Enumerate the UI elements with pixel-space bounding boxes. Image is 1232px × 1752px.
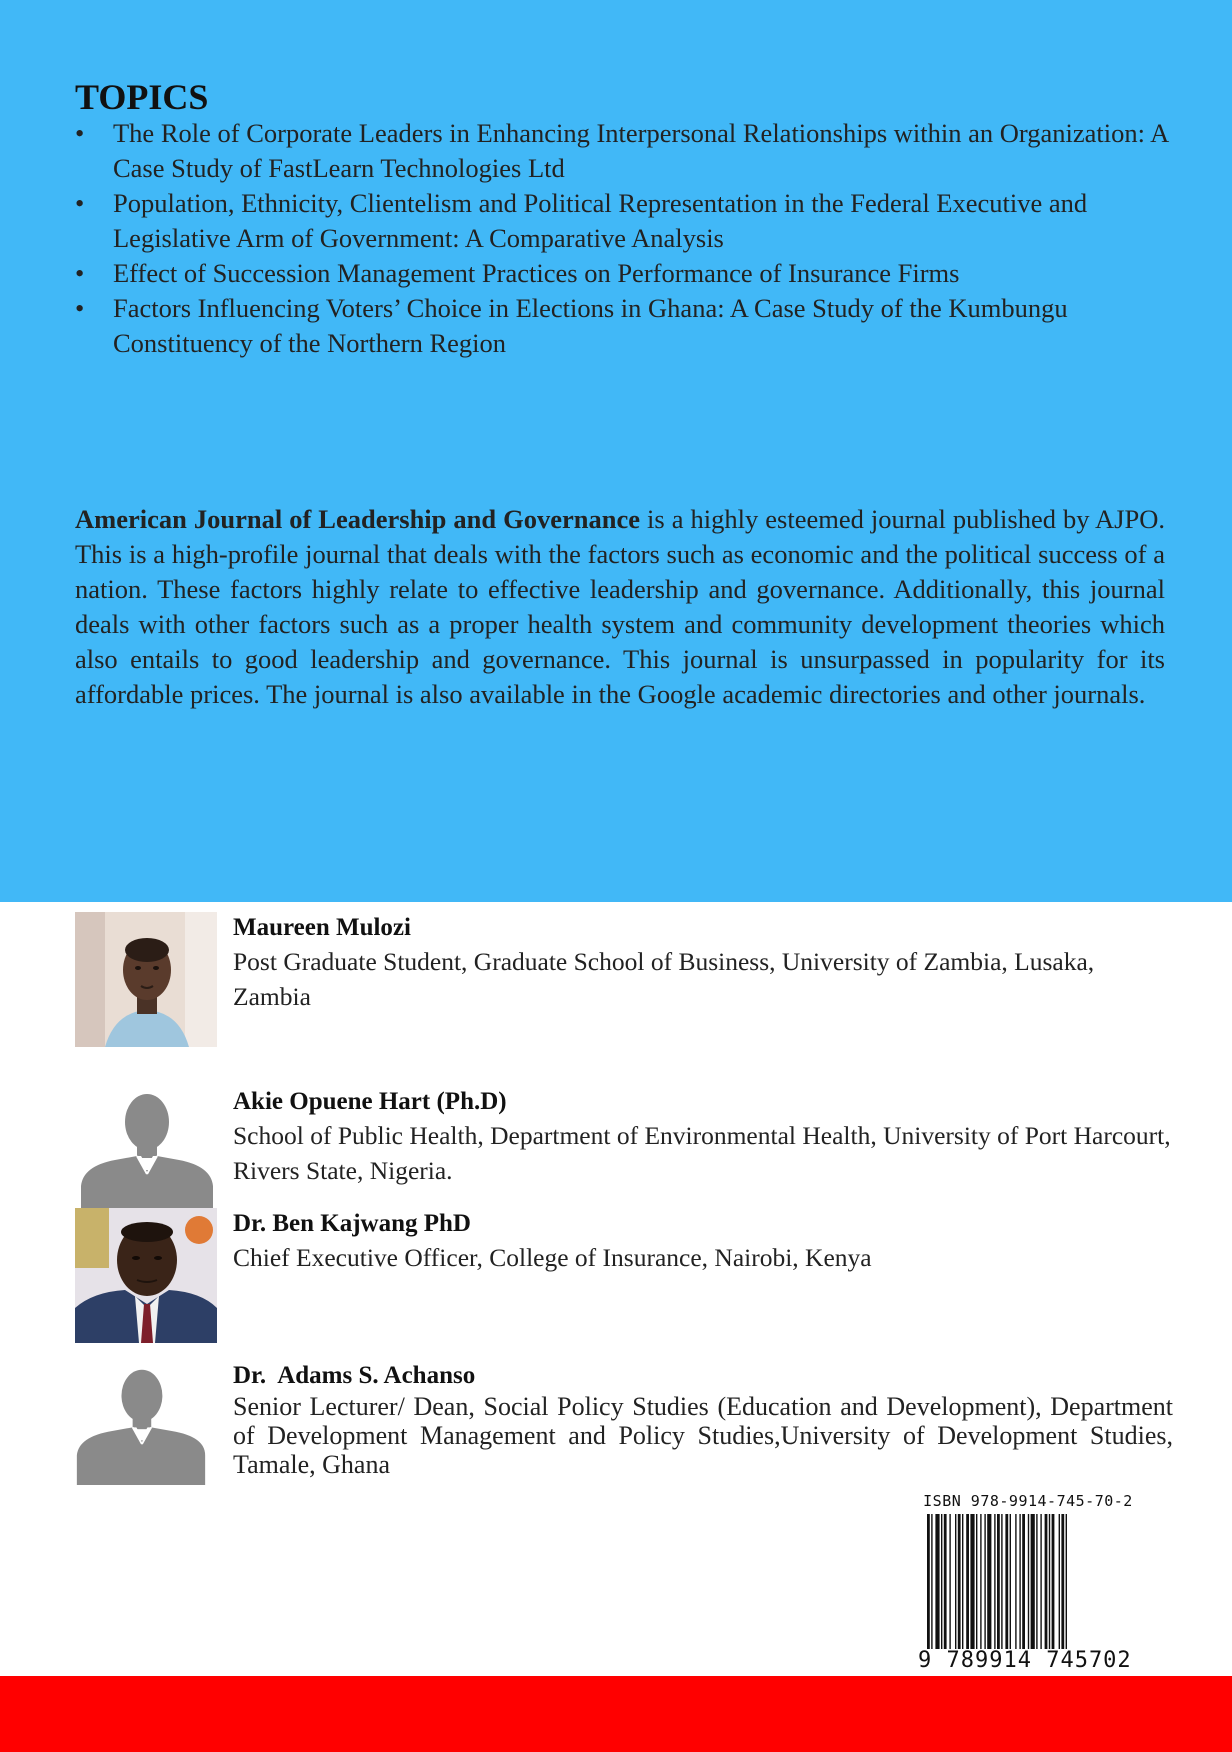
author-name: Dr. Ben Kajwang PhD xyxy=(233,1210,471,1237)
author-name: Akie Opuene Hart (Ph.D) xyxy=(233,1088,507,1115)
topics-list xyxy=(75,116,1175,361)
author-text xyxy=(233,1360,1173,1479)
journal-name: American Journal of Leadership and Governance xyxy=(75,504,641,534)
author-text xyxy=(233,1086,1173,1188)
author-photo xyxy=(75,1208,217,1343)
journal-description xyxy=(75,502,1165,712)
topics-heading: TOPICS xyxy=(75,77,209,117)
author-affiliation: School of Public Health, Department of Environmental Health, University of Port Harcourt, Rivers State, Nigeria. xyxy=(233,1121,1171,1185)
author-text xyxy=(233,1208,1173,1275)
isbn-barcode-block xyxy=(918,1492,1138,1672)
journal-description-text: is a highly esteemed journal published by AJPO. This is a high-profile journal that deals with the factors such as economic and the political success of a nation. These factors highly relate to effective leadership and governance. Additionally, this journal deals with other factors such as a proper health system and community development theories which also entails to good leadership and governance. This journal is unsurpassed in popularity for its affordable prices. The journal is also available in the Google academic directories and other journals. xyxy=(75,504,1165,709)
author-affiliation: Senior Lecturer/ Dean, Social Policy Studies (Education and Development), Department of Development Management and Policy Studies,University of Development Studies, Tamale, Ghana xyxy=(233,1392,1173,1479)
isbn-label: ISBN 978-9914-745-70-2 xyxy=(923,1492,1133,1510)
author-name: Dr. Adams S. Achanso xyxy=(233,1362,476,1389)
author-entry xyxy=(75,1360,1175,1500)
topic-item: • The Role of Corporate Leaders in Enhancing Interpersonal Relationships within an Organization: A Case Study of FastLearn Technologies Ltd xyxy=(75,116,1175,186)
silhouette-placeholder-icon xyxy=(75,1086,217,1221)
author-entry xyxy=(75,912,1175,1052)
topic-item: • Population, Ethnicity, Clientelism and Political Representation in the Federal Executive and Legislative Arm of Government: A Comparative Analysis xyxy=(75,186,1175,256)
author-affiliation: Chief Executive Officer, College of Insurance, Nairobi, Kenya xyxy=(233,1243,872,1272)
author-photo xyxy=(75,912,217,1047)
portrait-photo-icon xyxy=(75,1208,217,1343)
barcode-icon xyxy=(923,1514,1133,1649)
author-name: Maureen Mulozi xyxy=(233,914,411,941)
author-text xyxy=(233,912,1173,1014)
author-photo xyxy=(75,1086,217,1221)
bottom-red-band xyxy=(0,1676,1232,1752)
portrait-photo-icon xyxy=(75,912,217,1047)
author-photo xyxy=(75,1360,207,1490)
silhouette-placeholder-icon xyxy=(75,1360,207,1490)
author-entry xyxy=(75,1208,1175,1348)
topic-item: • Factors Influencing Voters’ Choice in Elections in Ghana: A Case Study of the Kumbungu Constituency of the Northern Region xyxy=(75,291,1175,361)
author-entry xyxy=(75,1086,1175,1226)
isbn-digits: 9 789914 745702 xyxy=(918,1648,1132,1673)
topic-item: • Effect of Succession Management Practices on Performance of Insurance Firms xyxy=(75,256,1175,291)
author-affiliation: Post Graduate Student, Graduate School of Business, University of Zambia, Lusaka, Zambia xyxy=(233,947,1095,1011)
